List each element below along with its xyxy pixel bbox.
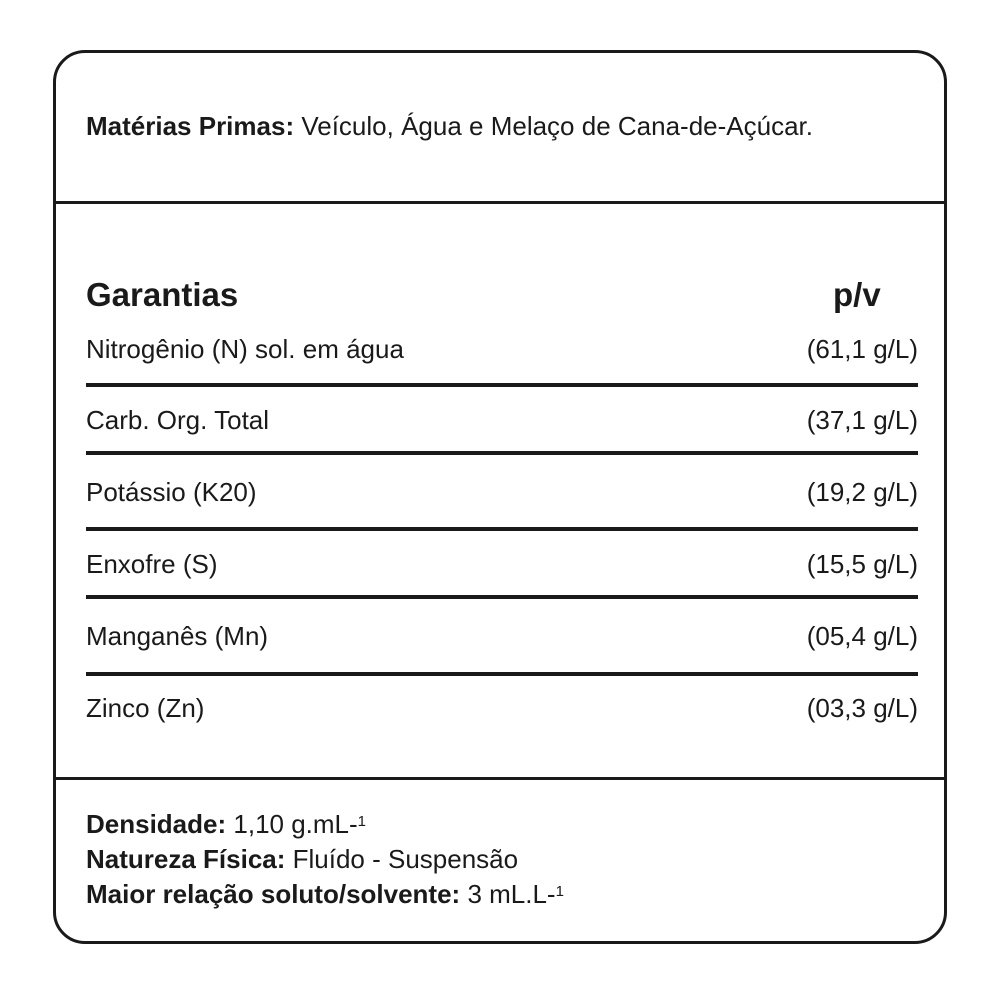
guarantee-row-organic-carbon [86,402,918,438]
row-divider [86,383,918,387]
nutrient-name: Manganês (Mn) [86,621,269,651]
density-value: 1,10 g.mL- [226,809,358,839]
guarantee-row-zinc [86,690,918,726]
density-exponent: 1 [357,813,367,830]
max-ratio-line [86,877,564,911]
nutrient-value: (61,1 g/L) [806,334,918,364]
nutrient-value: (19,2 g/L) [806,477,918,507]
guarantees-title: Garantias [86,276,239,313]
nutrient-name: Zinco (Zn) [86,693,205,723]
nutrient-name: Enxofre (S) [86,549,218,579]
section-divider-top [53,201,947,204]
nutrient-value: (37,1 g/L) [806,405,918,435]
nutrient-name: Potássio (K20) [86,477,257,507]
unit-header: p/v [833,276,881,313]
nutrient-name: Nitrogênio (N) sol. em água [86,334,404,364]
max-ratio-value: 3 mL.L- [460,879,556,909]
density-label: Densidade: [86,809,227,839]
row-divider [86,595,918,599]
guarantee-row-nitrogen [86,331,918,367]
max-ratio-label: Maior relação soluto/solvente: [86,879,461,909]
guarantee-row-sulfur [86,546,918,582]
row-divider [86,672,918,676]
section-divider-bottom [53,777,947,780]
raw-materials-line [86,108,813,144]
raw-materials-value: Veículo, Água e Melaço de Cana-de-Açúcar. [294,111,813,141]
guarantee-row-manganese [86,618,918,654]
physical-nature-line [86,842,518,876]
row-divider [86,527,918,531]
nutrient-value: (15,5 g/L) [806,549,918,579]
physical-nature-label: Natureza Física: [86,844,286,874]
row-divider [86,451,918,455]
nutrient-value: (05,4 g/L) [806,621,918,651]
guarantee-row-potassium [86,474,918,510]
nutrient-value: (03,3 g/L) [806,693,918,723]
nutrient-name: Carb. Org. Total [86,405,270,435]
max-ratio-exponent: 1 [555,883,564,900]
physical-nature-value: Fluído - Suspensão [285,844,519,874]
density-line [86,807,366,841]
raw-materials-label: Matérias Primas: [86,111,295,141]
